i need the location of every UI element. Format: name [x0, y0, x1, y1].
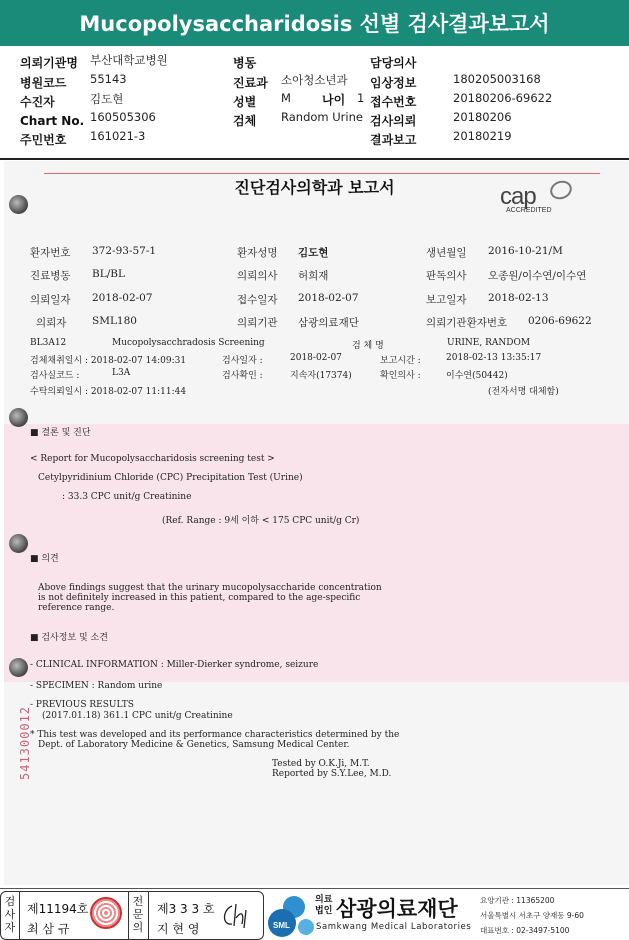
opinion-line: reference range. — [38, 603, 115, 613]
tested-by: Tested by O.K.Ji, M.T. — [272, 759, 370, 769]
confirm-doctor: 이수연(50442) — [446, 371, 508, 381]
binder-hole-icon — [9, 534, 28, 553]
grid-value: 2018-02-07 — [92, 292, 153, 304]
specimen-value: URINE, RANDOM — [447, 338, 531, 348]
info-value: 160505306 — [90, 110, 156, 124]
report-time-label: 보고시간 : — [380, 356, 421, 366]
address: 서울특별시 서초구 양재동 9-60 — [480, 911, 584, 920]
grid-value: 허희재 — [298, 270, 329, 282]
binder-hole-icon — [9, 408, 28, 427]
grid-value: 0206-69622 — [528, 315, 592, 327]
verifier: 지속자(17374) — [290, 371, 352, 381]
note-line: Dept. of Laboratory Medicine & Genetics, Samsung Medical Center. — [38, 740, 350, 750]
grid-label: 환자번호 — [30, 247, 71, 259]
grid-label: 보고일자 — [426, 294, 467, 306]
grid-label: 의뢰자 — [36, 317, 67, 329]
info-value: 1 — [357, 91, 365, 105]
specialist-name: 지 현 영 — [157, 922, 200, 936]
specimen-label: 검 체 명 — [352, 341, 384, 351]
lab-code-label: 검사실코드 : — [30, 371, 80, 381]
note-line: * This test was developed and its performance characteristics determined by the — [30, 730, 400, 740]
grid-value: 372-93-57-1 — [92, 245, 157, 257]
examiner-name: 최 삼 규 — [27, 922, 70, 936]
sml-logo-icon — [266, 891, 316, 939]
grid-label: 생년월일 — [426, 247, 467, 259]
org-name: 삼광의료재단 — [336, 897, 458, 921]
sml-text: SML — [273, 921, 290, 930]
divider — [148, 891, 149, 940]
info-value: 20180219 — [453, 129, 512, 143]
specimen-info: - SPECIMEN : Random urine — [30, 681, 163, 691]
grid-value: SML180 — [92, 315, 137, 327]
reported-by: Reported by S.Y.Lee, M.D. — [272, 769, 392, 779]
grid-value: 2018-02-13 — [488, 292, 549, 304]
grid-label: 의뢰기관환자번호 — [426, 317, 508, 329]
result-line: Cetylpyridinium Chloride (CPC) Precipitation Test (Urine) — [38, 473, 303, 483]
info-label: 검체 — [233, 114, 257, 128]
institution-code: 요양기관 : 11365200 — [480, 896, 555, 905]
verifier-label: 검사확인 : — [222, 371, 263, 381]
examiner-license: 제11194호 — [27, 902, 89, 916]
confirm-doctor-label: 확인의사 : — [380, 371, 421, 381]
phone: 대표번호 : 02-3497-5100 — [480, 926, 570, 935]
clinical-information: - CLINICAL INFORMATION : Miller-Dierker syndrome, seizure — [30, 660, 319, 670]
grid-value: 김도현 — [298, 247, 329, 259]
info-label: Chart No. — [20, 114, 85, 128]
seal-icon — [90, 897, 122, 929]
report-title: 진단검사의학과 보고서 — [234, 178, 395, 197]
opinion-line: is not definitely increased in this patient, compared to the age-specific — [38, 593, 361, 603]
previous-results-label: - PREVIOUS RESULTS — [30, 700, 134, 710]
collection-time: 검체채취일시 : 2018-02-07 14:09:31 — [30, 356, 187, 366]
grid-label: 의뢰의사 — [237, 270, 278, 282]
grid-value: 2018-02-07 — [298, 292, 359, 304]
report-time: 2018-02-13 13:35:17 — [446, 353, 542, 363]
info-value: 20180206-69622 — [453, 91, 553, 105]
info-value: 소아청소년과 — [281, 73, 348, 87]
opinion-line: Above findings suggest that the urinary mucopolysaccharide concentration — [38, 583, 382, 593]
info-label: 검사의뢰 — [370, 114, 417, 128]
divider — [128, 891, 129, 940]
report-header-title: Mucopolysaccharidosis 선별 검사결과보고서 — [0, 0, 629, 46]
grid-label: 판독의사 — [426, 270, 467, 282]
grid-label: 의뢰기관 — [237, 317, 278, 329]
previous-results-value: (2017.01.18) 361.1 CPC unit/g Creatinine — [42, 711, 233, 721]
scan-line — [44, 173, 600, 174]
info-value: 부산대학교병원 — [90, 53, 168, 67]
section-test-info: ■ 검사정보 및 소견 — [30, 633, 108, 643]
lab-code: L3A — [112, 368, 131, 378]
org-type-line: 의료 — [315, 895, 333, 905]
grid-label: 진료병동 — [30, 270, 71, 282]
info-label: 성별 — [233, 95, 257, 109]
grid-value: 오종원/이수연/이수연 — [488, 270, 587, 282]
grid-value: 2016-10-21/M — [488, 245, 563, 257]
info-label: 담당의사 — [370, 56, 417, 70]
info-column-3 — [370, 52, 553, 148]
info-value: 180205003168 — [453, 72, 541, 86]
test-date: 2018-02-07 — [290, 353, 342, 363]
test-code: BL3A12 — [30, 338, 67, 348]
result-value: : 33.3 CPC unit/g Creatinine — [62, 492, 192, 502]
test-name: Mucopolysacchradosis Screening — [112, 338, 265, 348]
info-label: 나이 — [322, 93, 346, 107]
info-value: Random Urine — [281, 110, 363, 124]
info-value: 김도현 — [90, 92, 124, 106]
cap-accredited-text: ACCREDITED — [506, 207, 552, 214]
info-label: 의뢰기관명 — [20, 56, 78, 70]
org-type-line: 법인 — [315, 906, 333, 916]
divider — [19, 891, 20, 940]
info-value: M — [281, 91, 291, 105]
info-label: 임상정보 — [370, 76, 417, 90]
grid-value: BL/BL — [92, 268, 125, 280]
info-column-1 — [20, 52, 168, 148]
info-column-2 — [233, 52, 365, 129]
info-label: 진료과 — [233, 76, 268, 90]
info-value: 20180206 — [453, 110, 512, 124]
document-number: 541300012 — [18, 705, 32, 780]
test-date-label: 검사일자 : — [222, 356, 263, 366]
info-label: 접수번호 — [370, 95, 417, 109]
grid-value: 삼광의료재단 — [298, 317, 359, 329]
grid-label: 의뢰일자 — [30, 294, 71, 306]
org-name-en: Samkwang Medical Laboratories — [316, 922, 472, 932]
receipt-time: 수탁의뢰일시 : 2018-02-07 11:11:44 — [30, 387, 187, 397]
org-type — [315, 895, 332, 917]
info-value: 161021-3 — [90, 129, 146, 143]
specialist-license: 제3 3 3 호 — [157, 902, 215, 916]
examiner-label: 검사자 — [4, 895, 16, 934]
info-label: 병동 — [233, 56, 257, 70]
info-label: 주민번호 — [20, 133, 67, 147]
specialist-label: 전문의 — [132, 895, 144, 934]
signature-icon — [218, 900, 258, 932]
cap-accredited-logo — [500, 183, 552, 214]
info-label: 수진자 — [20, 95, 55, 109]
divider — [0, 158, 629, 160]
info-label: 병원코드 — [20, 76, 67, 90]
info-value: 55143 — [90, 72, 127, 86]
binder-hole-icon — [9, 658, 28, 677]
grid-label: 접수일자 — [237, 294, 278, 306]
e-signature-note: (전자서명 대체함) — [488, 387, 559, 397]
result-line: < Report for Mucopolysaccharidosis screening test > — [30, 454, 275, 464]
reference-range: (Ref. Range : 9세 이하 < 175 CPC unit/g Cr) — [162, 516, 360, 526]
section-conclusion: ■ 결론 및 진단 — [30, 428, 91, 438]
info-label: 결과보고 — [370, 133, 417, 147]
section-opinion: ■ 의견 — [30, 554, 59, 564]
grid-label: 환자성명 — [237, 247, 278, 259]
cap-logo-text: cap — [500, 183, 536, 210]
